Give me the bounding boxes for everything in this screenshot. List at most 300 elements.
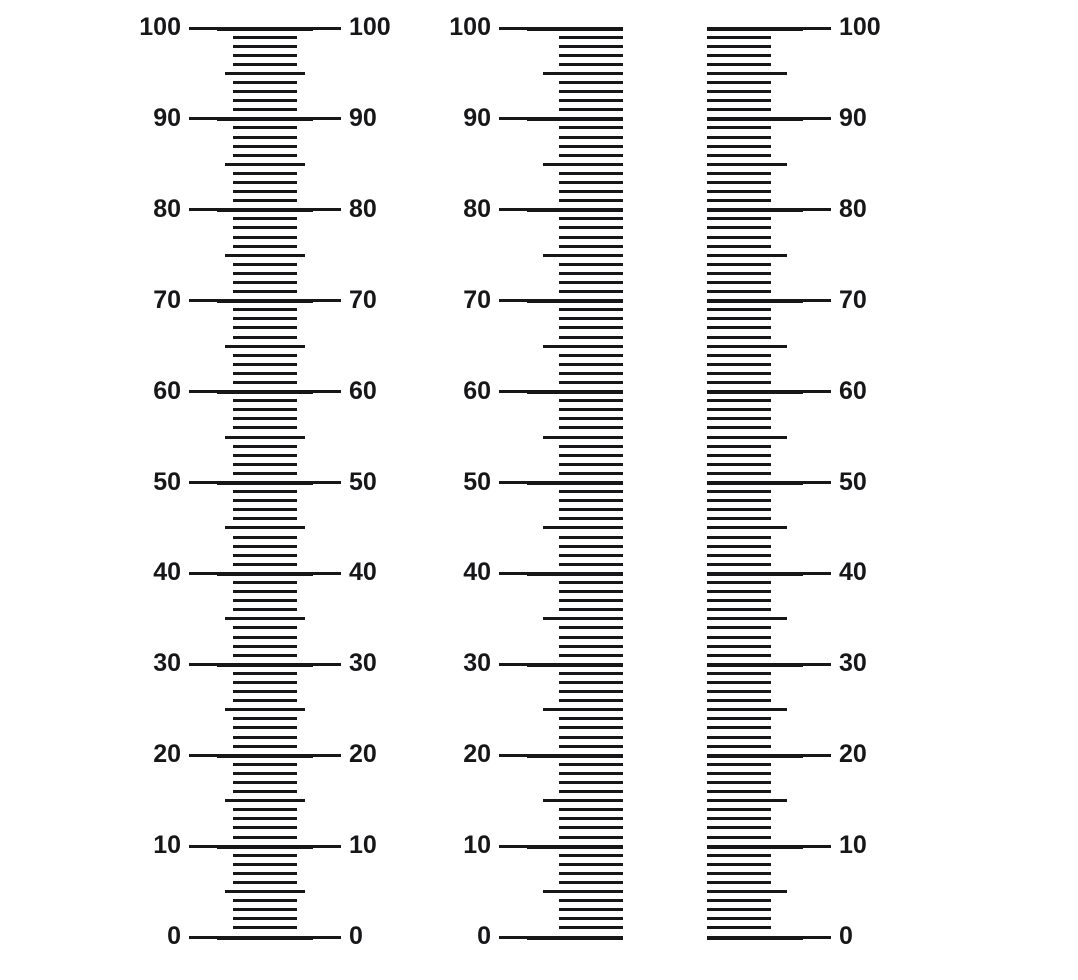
tick-minor <box>233 99 297 102</box>
tick-minor <box>559 426 623 429</box>
tick-minor <box>233 445 297 448</box>
tick-leader-left <box>499 208 527 211</box>
tick-minor <box>559 826 623 829</box>
tick-major <box>527 663 623 667</box>
tick-minor <box>707 763 771 766</box>
tick-mid <box>543 799 623 802</box>
tick-leader-left <box>189 27 217 30</box>
scale-with-labels-both-sides <box>139 0 391 980</box>
tick-major <box>707 208 803 212</box>
tick-minor <box>559 854 623 857</box>
tick-major <box>217 299 313 303</box>
tick-minor <box>233 590 297 593</box>
scale-label-left: 30 <box>153 649 181 678</box>
tick-minor <box>233 126 297 129</box>
tick-minor <box>707 226 771 229</box>
tick-minor <box>233 408 297 411</box>
tick-leader-left <box>499 663 527 666</box>
tick-leader-right <box>803 299 831 302</box>
tick-minor <box>559 554 623 557</box>
tick-leader-left <box>189 754 217 757</box>
scale-label-left: 90 <box>153 103 181 132</box>
tick-minor <box>233 136 297 139</box>
tick-mid <box>707 436 787 439</box>
tick-minor <box>559 772 623 775</box>
tick-minor <box>707 908 771 911</box>
tick-minor <box>707 108 771 111</box>
tick-minor <box>707 290 771 293</box>
tick-minor <box>559 354 623 357</box>
tick-minor <box>233 54 297 57</box>
tick-minor <box>707 326 771 329</box>
tick-minor <box>233 399 297 402</box>
tick-minor <box>707 245 771 248</box>
scale-label-right: 20 <box>349 740 377 769</box>
tick-minor <box>559 63 623 66</box>
tick-minor <box>707 517 771 520</box>
tick-mid <box>225 436 305 439</box>
tick-mid <box>225 799 305 802</box>
scale-label-left: 40 <box>463 558 491 587</box>
tick-mid <box>543 436 623 439</box>
tick-mid <box>225 890 305 893</box>
tick-minor <box>559 181 623 184</box>
tick-minor <box>233 508 297 511</box>
tick-minor <box>707 199 771 202</box>
tick-minor <box>233 472 297 475</box>
scale-with-labels-left-side <box>449 0 710 980</box>
tick-minor <box>233 290 297 293</box>
tick-major <box>527 299 623 303</box>
tick-minor <box>559 499 623 502</box>
tick-minor <box>559 599 623 602</box>
tick-minor <box>707 272 771 275</box>
tick-leader-right <box>313 572 341 575</box>
tick-major <box>217 936 313 940</box>
tick-minor <box>707 636 771 639</box>
tick-minor <box>559 99 623 102</box>
tick-minor <box>707 36 771 39</box>
tick-minor <box>233 172 297 175</box>
tick-leader-left <box>189 936 217 939</box>
tick-minor <box>559 90 623 93</box>
tick-minor <box>559 872 623 875</box>
tick-minor <box>559 408 623 411</box>
tick-mid <box>225 254 305 257</box>
tick-minor <box>707 281 771 284</box>
tick-major <box>707 117 803 121</box>
scale-label-right: 20 <box>839 740 867 769</box>
tick-major <box>527 754 623 758</box>
tick-major <box>707 845 803 849</box>
tick-minor <box>559 690 623 693</box>
tick-major <box>217 845 313 849</box>
tick-minor <box>707 626 771 629</box>
tick-minor <box>707 172 771 175</box>
scale-label-left: 100 <box>139 13 181 41</box>
tick-major <box>527 845 623 849</box>
scale-label-right: 30 <box>839 649 867 678</box>
tick-minor <box>559 581 623 584</box>
tick-minor <box>233 817 297 820</box>
tick-mid <box>543 72 623 75</box>
scale-label-left: 10 <box>153 831 181 860</box>
tick-minor <box>707 317 771 320</box>
tick-minor <box>233 699 297 702</box>
tick-minor <box>707 445 771 448</box>
tick-minor <box>707 363 771 366</box>
scale-label-left: 50 <box>463 467 491 496</box>
tick-minor <box>233 181 297 184</box>
tick-major <box>217 572 313 576</box>
tick-minor <box>559 45 623 48</box>
tick-minor <box>559 917 623 920</box>
tick-minor <box>707 654 771 657</box>
tick-minor <box>233 672 297 675</box>
scale-label-left: 70 <box>463 285 491 314</box>
tick-leader-right <box>803 845 831 848</box>
tick-mid <box>543 254 623 257</box>
tick-minor <box>233 354 297 357</box>
tick-leader-left <box>499 117 527 120</box>
tick-minor <box>233 599 297 602</box>
tick-minor <box>707 872 771 875</box>
tick-minor <box>559 308 623 311</box>
tick-minor <box>559 636 623 639</box>
tick-minor <box>707 581 771 584</box>
tick-minor <box>559 326 623 329</box>
tick-minor <box>559 517 623 520</box>
tick-minor <box>707 45 771 48</box>
tick-minor <box>707 99 771 102</box>
tick-minor <box>559 717 623 720</box>
tick-minor <box>233 417 297 420</box>
tick-minor <box>233 90 297 93</box>
tick-minor <box>233 808 297 811</box>
tick-minor <box>233 45 297 48</box>
tick-leader-right <box>313 27 341 30</box>
tick-leader-left <box>189 117 217 120</box>
tick-leader-right <box>313 299 341 302</box>
tick-minor <box>559 563 623 566</box>
tick-minor <box>707 454 771 457</box>
tick-minor <box>559 126 623 129</box>
tick-minor <box>707 545 771 548</box>
tick-minor <box>233 199 297 202</box>
tick-minor <box>233 726 297 729</box>
tick-minor <box>233 654 297 657</box>
tick-minor <box>559 272 623 275</box>
tick-minor <box>233 190 297 193</box>
tick-minor <box>707 817 771 820</box>
scale-label-right: 30 <box>349 649 377 678</box>
tick-leader-left <box>189 299 217 302</box>
tick-minor <box>559 654 623 657</box>
tick-minor <box>707 745 771 748</box>
scale-label-right: 10 <box>349 831 377 860</box>
scale-label-left: 40 <box>153 558 181 587</box>
tick-minor <box>707 590 771 593</box>
tick-mid <box>225 708 305 711</box>
tick-major <box>527 117 623 121</box>
tick-minor <box>233 772 297 775</box>
tick-mid <box>543 526 623 529</box>
tick-minor <box>707 563 771 566</box>
tick-minor <box>233 245 297 248</box>
scale-label-left: 0 <box>167 922 181 950</box>
tick-minor <box>233 226 297 229</box>
tick-minor <box>233 608 297 611</box>
tick-leader-left <box>189 572 217 575</box>
tick-leader-left <box>189 208 217 211</box>
tick-leader-right <box>803 117 831 120</box>
scale-label-left: 30 <box>463 649 491 678</box>
tick-mid <box>543 163 623 166</box>
tick-minor <box>559 626 623 629</box>
scale-label-right: 70 <box>349 285 377 314</box>
scale-label-right: 60 <box>349 376 377 405</box>
tick-leader-right <box>803 663 831 666</box>
tick-minor <box>707 608 771 611</box>
tick-minor <box>559 445 623 448</box>
tick-minor <box>559 681 623 684</box>
scale-label-right: 70 <box>839 285 867 314</box>
tick-minor <box>233 372 297 375</box>
tick-minor <box>233 463 297 466</box>
tick-minor <box>559 899 623 902</box>
tick-mid <box>225 345 305 348</box>
tick-leader-right <box>313 936 341 939</box>
tick-minor <box>233 36 297 39</box>
tick-minor <box>233 745 297 748</box>
tick-minor <box>559 490 623 493</box>
tick-leader-left <box>189 663 217 666</box>
scale-label-right: 10 <box>839 831 867 860</box>
tick-mid <box>707 799 787 802</box>
tick-minor <box>707 236 771 239</box>
tick-minor <box>559 699 623 702</box>
tick-minor <box>707 399 771 402</box>
tick-major <box>707 936 803 940</box>
tick-minor <box>707 781 771 784</box>
tick-minor <box>707 808 771 811</box>
tick-minor <box>707 90 771 93</box>
tick-minor <box>707 499 771 502</box>
tick-minor <box>233 899 297 902</box>
tick-minor <box>707 408 771 411</box>
tick-minor <box>233 336 297 339</box>
tick-minor <box>233 917 297 920</box>
scale-label-right: 90 <box>839 103 867 132</box>
tick-minor <box>233 872 297 875</box>
tick-leader-right <box>313 208 341 211</box>
tick-leader-right <box>803 481 831 484</box>
scale-label-left: 90 <box>463 103 491 132</box>
tick-minor <box>233 690 297 693</box>
tick-leader-right <box>313 754 341 757</box>
tick-minor <box>233 363 297 366</box>
tick-minor <box>233 863 297 866</box>
tick-minor <box>559 317 623 320</box>
tick-minor <box>559 399 623 402</box>
tick-minor <box>707 836 771 839</box>
tick-major <box>217 208 313 212</box>
tick-mid <box>225 526 305 529</box>
tick-minor <box>559 863 623 866</box>
scale-label-right: 40 <box>839 558 867 587</box>
tick-minor <box>559 263 623 266</box>
tick-minor <box>233 790 297 793</box>
tick-minor <box>233 536 297 539</box>
tick-minor <box>559 745 623 748</box>
tick-minor <box>559 36 623 39</box>
tick-minor <box>707 826 771 829</box>
scale-label-left: 20 <box>463 740 491 769</box>
tick-minor <box>233 645 297 648</box>
tick-minor <box>559 781 623 784</box>
tick-minor <box>707 699 771 702</box>
tick-minor <box>233 236 297 239</box>
tick-major <box>217 27 313 31</box>
tick-minor <box>233 781 297 784</box>
tick-minor <box>707 881 771 884</box>
tick-major <box>527 27 623 31</box>
tick-mid <box>707 526 787 529</box>
tick-mid <box>543 890 623 893</box>
tick-major <box>707 663 803 667</box>
tick-minor <box>707 854 771 857</box>
scale-label-left: 50 <box>153 467 181 496</box>
tick-minor <box>233 108 297 111</box>
tick-minor <box>233 926 297 929</box>
tick-minor <box>559 726 623 729</box>
tick-minor <box>707 772 771 775</box>
tick-minor <box>233 736 297 739</box>
scale-label-left: 80 <box>463 194 491 223</box>
tick-minor <box>559 290 623 293</box>
scale-label-right: 40 <box>349 558 377 587</box>
tick-minor <box>707 63 771 66</box>
tick-minor <box>233 145 297 148</box>
tick-minor <box>707 690 771 693</box>
tick-minor <box>707 81 771 84</box>
tick-minor <box>707 863 771 866</box>
tick-leader-left <box>499 572 527 575</box>
tick-minor <box>233 426 297 429</box>
tick-minor <box>233 81 297 84</box>
tick-minor <box>707 136 771 139</box>
tick-major <box>707 27 803 31</box>
tick-mid <box>707 163 787 166</box>
tick-leader-left <box>499 390 527 393</box>
tick-minor <box>559 372 623 375</box>
tick-major <box>707 390 803 394</box>
tick-leader-left <box>499 845 527 848</box>
tick-mid <box>225 617 305 620</box>
tick-minor <box>707 536 771 539</box>
tick-minor <box>559 190 623 193</box>
tick-minor <box>707 381 771 384</box>
tick-minor <box>559 336 623 339</box>
tick-leader-right <box>803 936 831 939</box>
tick-minor <box>559 672 623 675</box>
scale-label-left: 60 <box>153 376 181 405</box>
tick-minor <box>559 172 623 175</box>
tick-minor <box>559 926 623 929</box>
tick-minor <box>707 672 771 675</box>
tick-leader-right <box>803 27 831 30</box>
scale-label-right: 0 <box>839 922 853 950</box>
tick-minor <box>559 381 623 384</box>
tick-minor <box>707 790 771 793</box>
tick-minor <box>707 463 771 466</box>
scale-label-left: 20 <box>153 740 181 769</box>
tick-major <box>707 754 803 758</box>
tick-minor <box>559 472 623 475</box>
tick-minor <box>559 245 623 248</box>
tick-minor <box>559 463 623 466</box>
tick-major <box>527 572 623 576</box>
tick-minor <box>233 545 297 548</box>
tick-leader-right <box>313 845 341 848</box>
tick-leader-left <box>499 754 527 757</box>
tick-mid <box>225 163 305 166</box>
tick-minor <box>707 217 771 220</box>
tick-minor <box>233 881 297 884</box>
tick-minor <box>707 926 771 929</box>
tick-minor <box>707 681 771 684</box>
tick-minor <box>233 308 297 311</box>
tick-leader-right <box>803 390 831 393</box>
scale-label-left: 60 <box>463 376 491 405</box>
tick-minor <box>233 717 297 720</box>
tick-minor <box>707 917 771 920</box>
tick-minor <box>559 508 623 511</box>
tick-minor <box>233 272 297 275</box>
tick-minor <box>707 599 771 602</box>
tick-leader-left <box>499 481 527 484</box>
tick-minor <box>707 54 771 57</box>
tick-mid <box>707 890 787 893</box>
scale-label-right: 0 <box>349 922 363 950</box>
tick-minor <box>233 517 297 520</box>
tick-minor <box>233 554 297 557</box>
tick-minor <box>233 381 297 384</box>
tick-minor <box>233 836 297 839</box>
scale-label-right: 50 <box>349 467 377 496</box>
tick-leader-left <box>189 390 217 393</box>
tick-minor <box>559 108 623 111</box>
tick-minor <box>233 281 297 284</box>
tick-minor <box>559 54 623 57</box>
tick-minor <box>707 426 771 429</box>
tick-minor <box>559 236 623 239</box>
tick-minor <box>559 645 623 648</box>
tick-minor <box>707 354 771 357</box>
tick-mid <box>543 345 623 348</box>
tick-minor <box>559 790 623 793</box>
tick-minor <box>233 681 297 684</box>
tick-minor <box>707 145 771 148</box>
tick-minor <box>233 826 297 829</box>
tick-minor <box>707 717 771 720</box>
scale-label-right: 90 <box>349 103 377 132</box>
tick-minor <box>233 499 297 502</box>
tick-leader-left <box>189 481 217 484</box>
tick-minor <box>233 454 297 457</box>
tick-minor <box>233 626 297 629</box>
scale-label-left: 10 <box>463 831 491 860</box>
